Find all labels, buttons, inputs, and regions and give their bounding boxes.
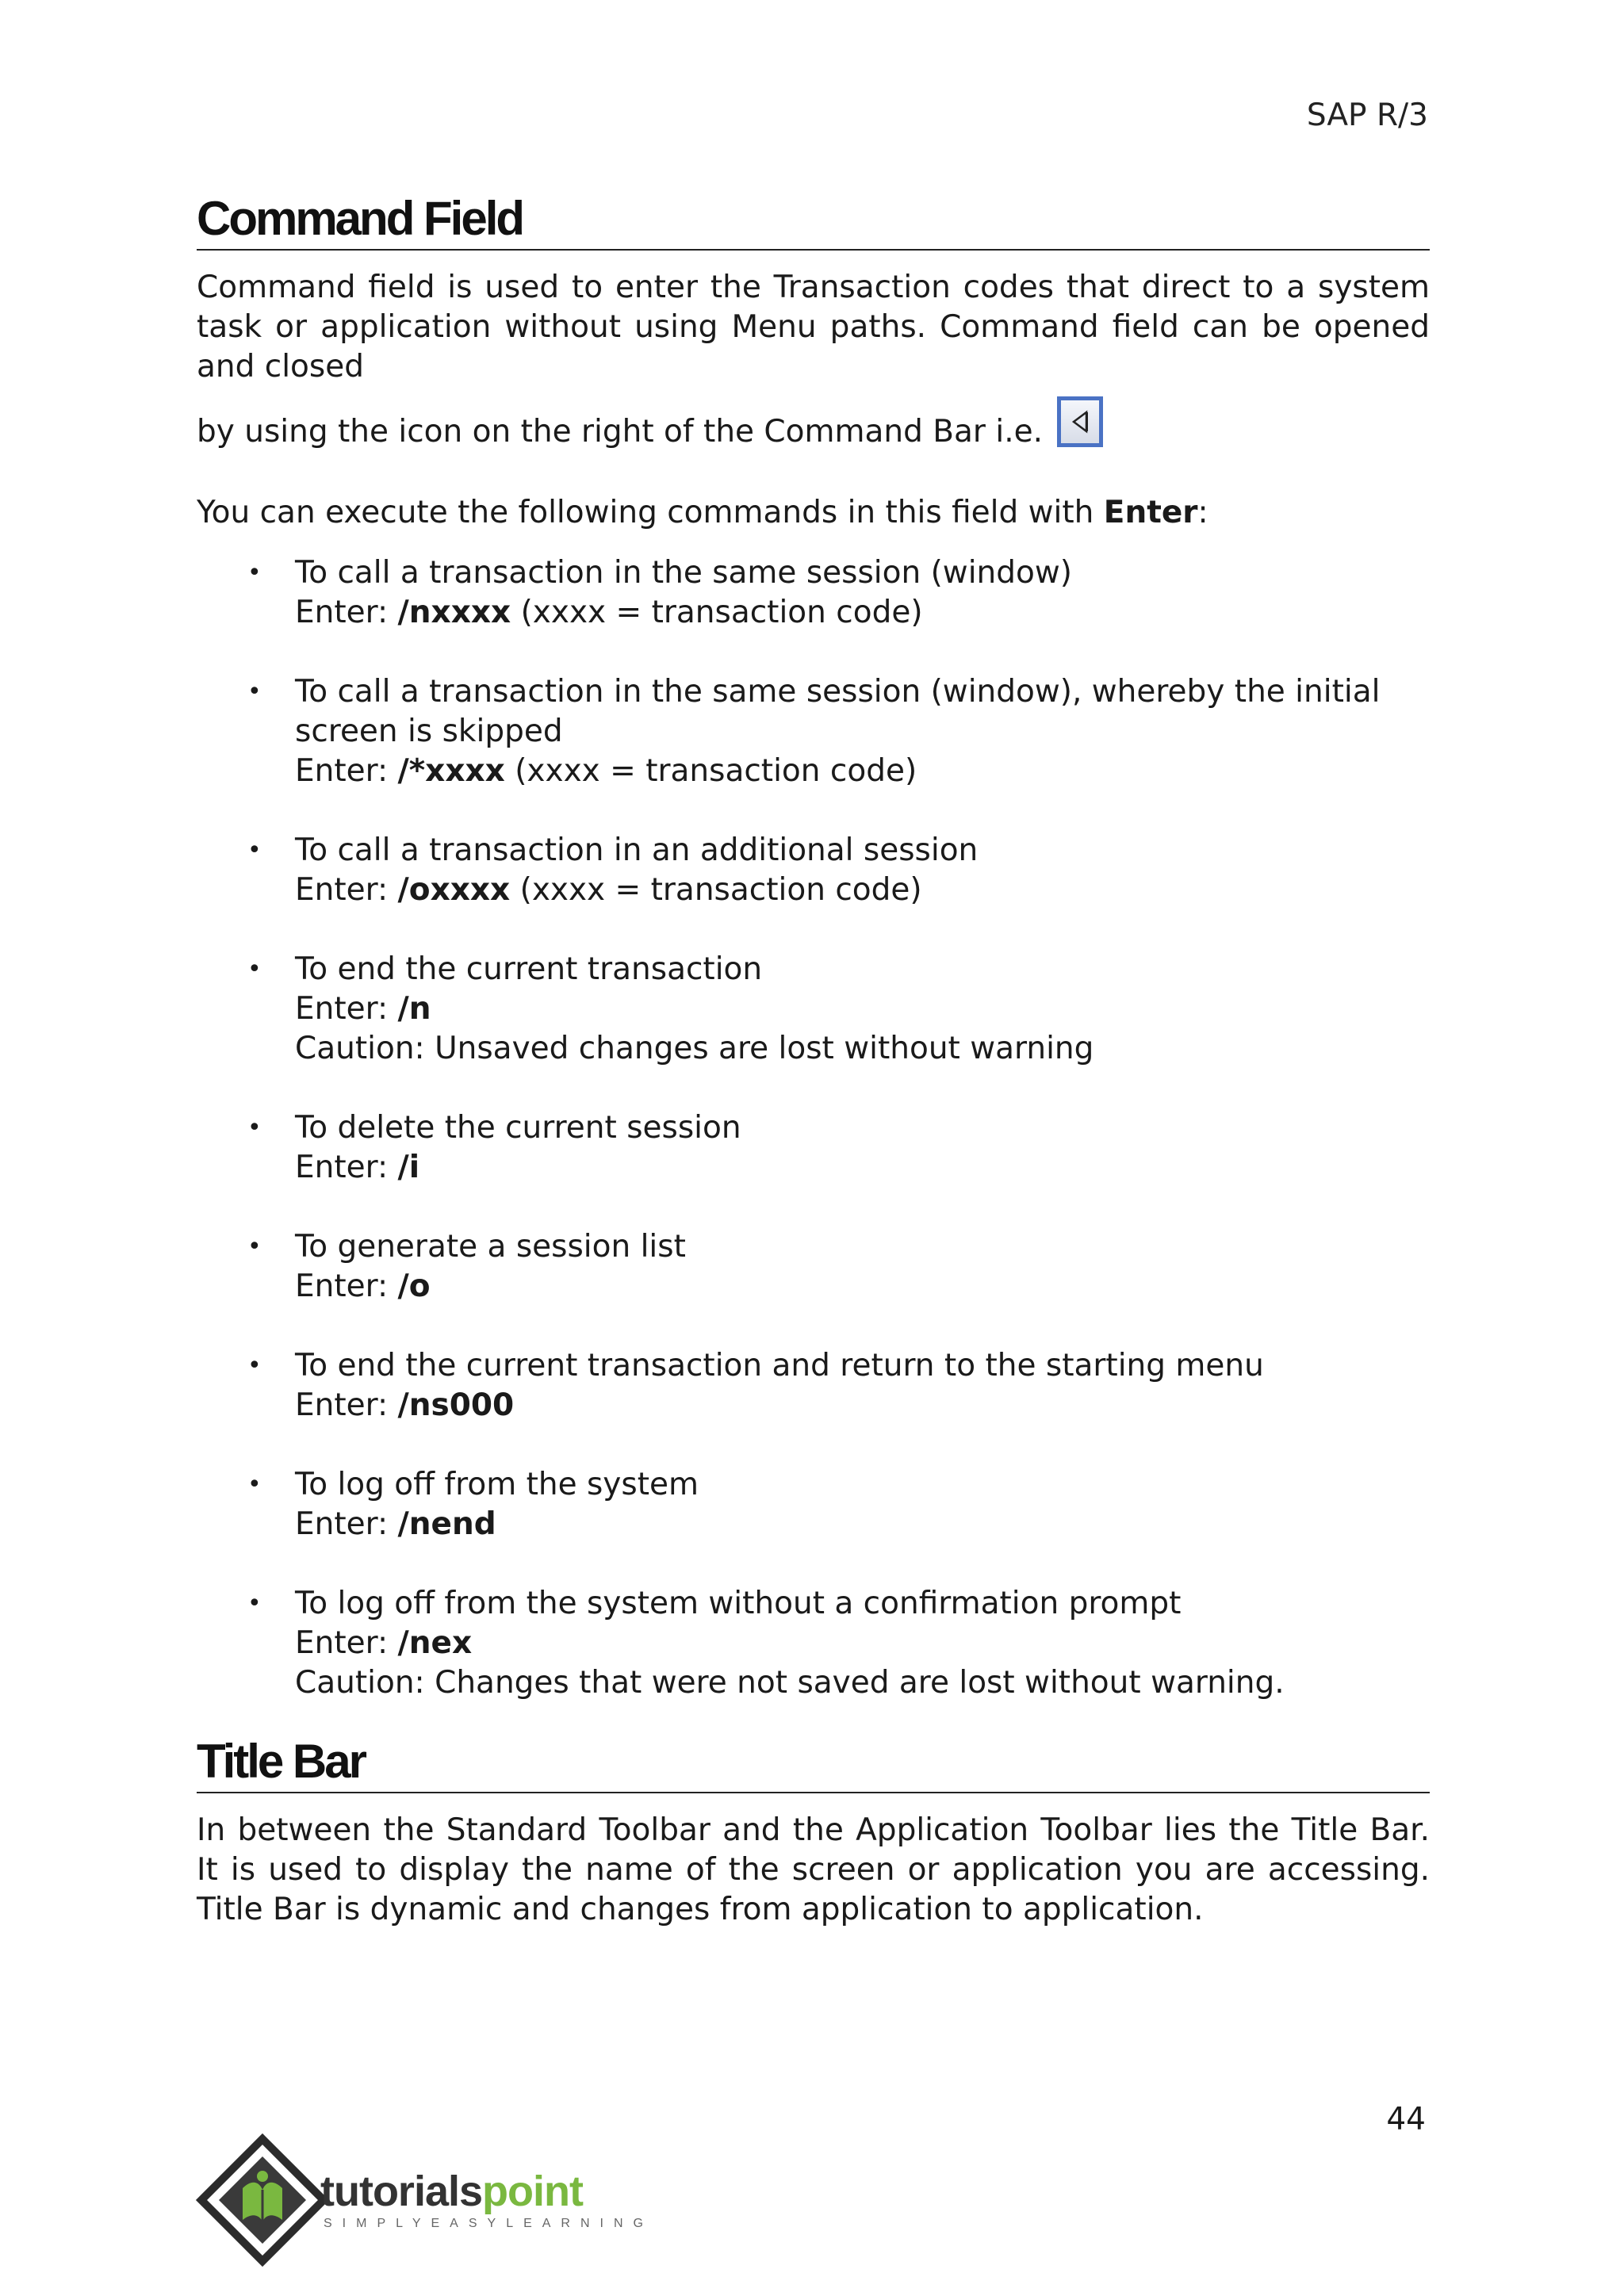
command-desc: To log off from the system without a confirmation prompt	[295, 1586, 1182, 1621]
page-number: 44	[1386, 2102, 1426, 2137]
command-list-item	[197, 672, 1430, 791]
logo-wordmark	[320, 2168, 583, 2215]
execute-intro	[197, 493, 1430, 533]
command-list-item	[197, 1465, 1430, 1544]
command-field-intro: Command field is used to enter the Transaction codes that direct to a system task or application without using Menu paths. Command field can be opened and closed	[197, 270, 1430, 385]
enter-label: Enter:	[295, 1506, 398, 1542]
command-code: /nend	[397, 1506, 496, 1542]
command-list-item	[197, 553, 1430, 633]
command-enter-line	[295, 1267, 1430, 1307]
command-desc: To delete the current session	[295, 1110, 741, 1146]
enter-label: Enter:	[295, 991, 398, 1027]
command-code: /i	[397, 1150, 420, 1185]
enter-label: Enter:	[295, 1269, 398, 1304]
command-desc: To log off from the system	[295, 1467, 699, 1502]
enter-label: Enter:	[295, 753, 398, 789]
title-bar-body: In between the Standard Toolbar and the Application Toolbar lies the Title Bar. It is used to display the name of the screen or application you are accessing. Title Bar is dynamic and changes from application to application.	[197, 1812, 1430, 1927]
command-list-item	[197, 831, 1430, 910]
command-code: /nex	[397, 1625, 473, 1661]
command-code: /oxxxx	[397, 872, 511, 908]
command-field-intro-icon-line	[197, 387, 1430, 452]
enter-label: Enter:	[295, 1387, 398, 1423]
command-list-item	[197, 1584, 1430, 1703]
logo-diamond-icon	[195, 2133, 330, 2267]
execute-enter-key: Enter	[1103, 495, 1198, 530]
bullet-icon: •	[247, 955, 262, 983]
running-header: SAP R/3	[1306, 98, 1428, 133]
command-list-item	[197, 950, 1430, 1069]
command-enter-line	[295, 1148, 1430, 1188]
enter-label: Enter:	[295, 1150, 398, 1185]
logo-tagline: SIMPLYEASYLEARNING	[324, 2217, 653, 2230]
command-list-item	[197, 1227, 1430, 1307]
bullet-icon: •	[247, 678, 262, 706]
command-list	[197, 553, 1430, 1703]
page-content	[197, 190, 1430, 1930]
bullet-icon: •	[247, 1590, 262, 1617]
command-desc: To generate a session list	[295, 1229, 686, 1265]
command-enter-line	[295, 871, 1430, 910]
command-enter-line	[295, 752, 1430, 791]
command-enter-line	[295, 1386, 1430, 1425]
logo-wordmark-green: point	[482, 2168, 583, 2215]
section-heading-title-bar: Title Bar	[197, 1733, 1430, 1793]
execute-intro-colon: :	[1197, 495, 1208, 530]
enter-label: Enter:	[295, 1625, 398, 1661]
enter-label: Enter:	[295, 872, 398, 908]
command-note: (xxxx = transaction code)	[510, 872, 922, 908]
command-desc: To call a transaction in the same session (window), whereby the initial screen is skipped	[295, 674, 1381, 749]
logo-wordmark-dark: tutorials	[320, 2168, 483, 2215]
command-desc: To end the current transaction and return to the starting menu	[295, 1348, 1264, 1383]
bullet-icon: •	[247, 559, 262, 587]
command-code: /nxxxx	[397, 595, 511, 630]
command-caution: Caution: Changes that were not saved are lost without warning.	[295, 1665, 1285, 1701]
bullet-icon: •	[247, 836, 262, 864]
tutorialspoint-logo	[195, 2133, 653, 2267]
command-desc: To call a transaction in the same session (window)	[295, 555, 1072, 591]
command-caution: Caution: Unsaved changes are lost without warning	[295, 1031, 1094, 1066]
command-enter-line	[295, 989, 1430, 1029]
bullet-icon: •	[247, 1471, 262, 1498]
bullet-icon: •	[247, 1114, 262, 1142]
bullet-icon: •	[247, 1233, 262, 1261]
enter-label: Enter:	[295, 595, 398, 630]
command-list-item	[197, 1108, 1430, 1188]
command-desc: To call a transaction in an additional session	[295, 832, 979, 868]
command-code: /ns000	[397, 1387, 515, 1423]
command-desc: To end the current transaction	[295, 951, 763, 987]
command-list-item	[197, 1346, 1430, 1425]
command-enter-line	[295, 1624, 1430, 1663]
back-arrow-icon	[1057, 396, 1103, 447]
command-note: (xxxx = transaction code)	[504, 753, 917, 789]
command-field-intro-line2: by using the icon on the right of the Command Bar i.e.	[197, 414, 1043, 450]
command-enter-line	[295, 593, 1430, 633]
execute-intro-text: You can execute the following commands in this field with	[197, 495, 1104, 530]
command-note: (xxxx = transaction code)	[511, 595, 923, 630]
bullet-icon: •	[247, 1352, 262, 1380]
command-code: /*xxxx	[397, 753, 505, 789]
section-heading-command-field: Command Field	[197, 190, 1430, 251]
command-enter-line	[295, 1505, 1430, 1544]
command-code: /o	[397, 1269, 431, 1304]
command-code: /n	[397, 991, 431, 1027]
